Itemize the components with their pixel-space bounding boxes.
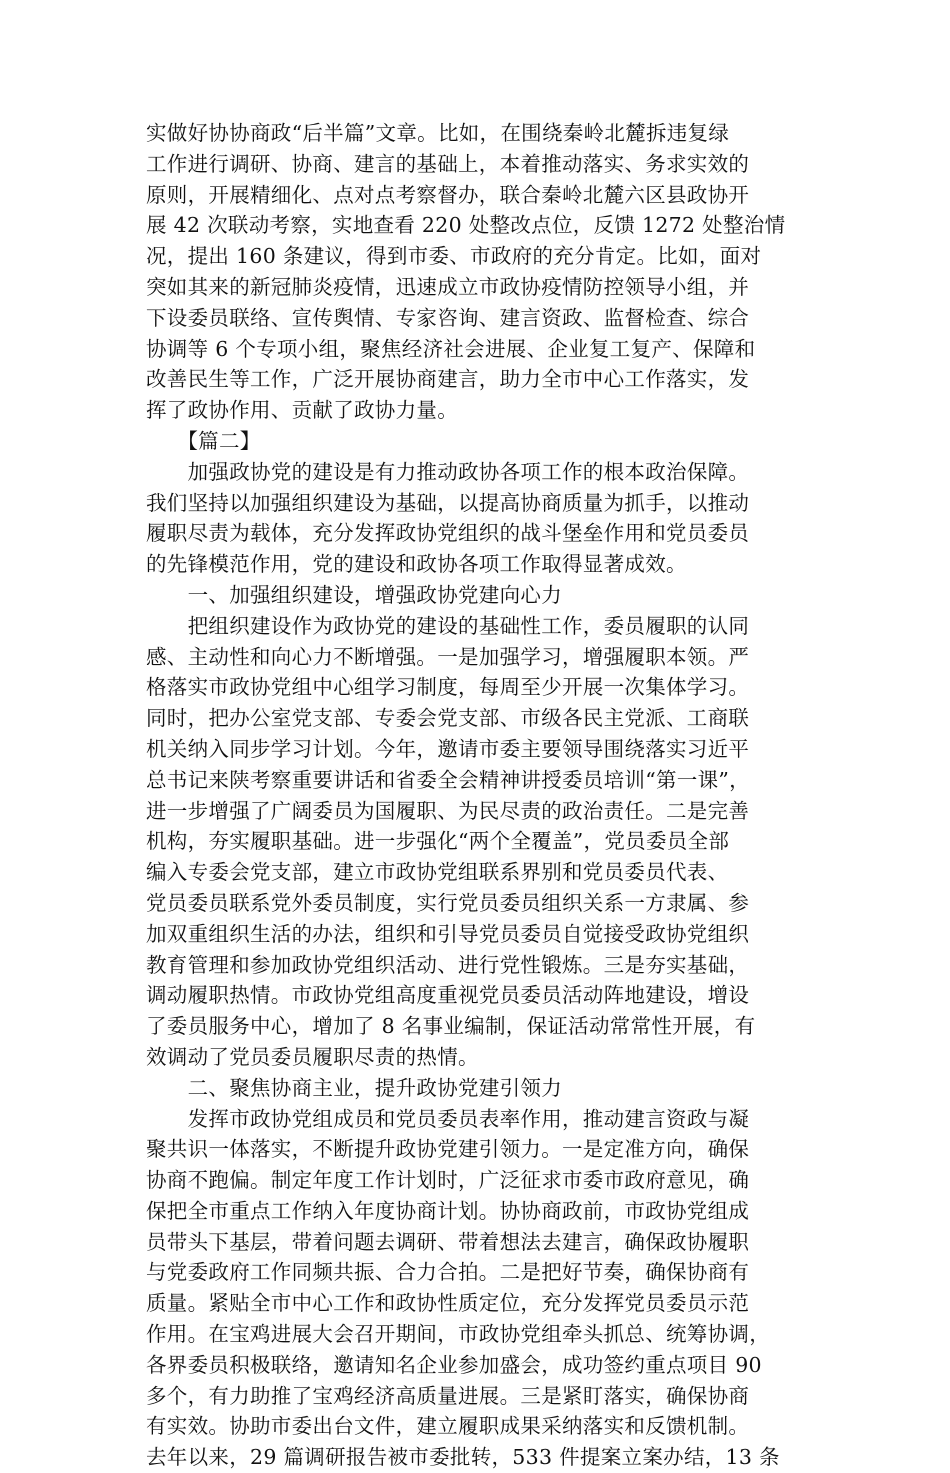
text-line: 党员委员联系党外委员制度，实行党员委员组织关系一方隶属、参 [146, 890, 750, 915]
text-line: 了委员服务中心，增加了 8 名事业编制，保证活动常常性开展，有 [146, 1014, 756, 1039]
subsection-heading: 一、加强组织建设，增强政协党建向心力 [146, 582, 562, 607]
text-line: 调动履职热情。市政协党组高度重视党员委员活动阵地建设，增设 [146, 983, 750, 1008]
text-line: 与党委政府工作同频共振、合力合拍。二是把好节奏，确保协商有 [146, 1260, 750, 1285]
text-line: 进一步增强了广阔委员为国履职、为民尽责的政治责任。二是完善 [146, 798, 750, 823]
text-line: 教育管理和参加政协党组织活动、进行党性锻炼。三是夯实基础， [146, 952, 750, 977]
text-line: 挥了政协作用、贡献了政协力量。 [146, 398, 458, 423]
text-line: 聚共识一体落实，不断提升政协党建引领力。一是定准方向，确保 [146, 1137, 750, 1162]
text-line: 履职尽责为载体，充分发挥政协党组织的战斗堡垒作用和党员委员 [146, 521, 750, 546]
text-line: 把组织建设作为政协党的建设的基础性工作，委员履职的认同 [146, 613, 750, 638]
text-line: 的先锋模范作用，党的建设和政协各项工作取得显著成效。 [146, 552, 687, 577]
text-line: 感、主动性和向心力不断增强。一是加强学习，增强履职本领。严 [146, 644, 750, 669]
text-line: 各界委员积极联络，邀请知名企业参加盛会，成功签约重点项目 90 [146, 1352, 762, 1377]
section-heading: 【篇二】 [146, 428, 261, 453]
text-line: 去年以来，29 篇调研报告被市委批转，533 件提案立案办结，13 条 [146, 1445, 780, 1470]
text-line: 格落实市政协党组中心组学习制度，每周至少开展一次集体学习。 [146, 675, 750, 700]
text-line: 发挥市政协党组成员和党员委员表率作用，推动建言资政与凝 [146, 1106, 750, 1131]
text-line: 编入专委会党支部，建立市政协党组联系界别和党员委员代表、 [146, 860, 729, 885]
text-line: 机构，夯实履职基础。进一步强化“两个全覆盖”，党员委员全部 [146, 829, 730, 854]
text-line: 实做好协协商政“后半篇”文章。比如，在围绕秦岭北麓拆违复绿 [146, 121, 730, 145]
subsection-heading: 二、聚焦协商主业，提升政协党建引领力 [146, 1075, 562, 1100]
text-line: 员带头下基层，带着问题去调研、带着想法去建言，确保政协履职 [146, 1229, 750, 1254]
text-line: 展 42 次联动考察，实地查看 220 处整改点位，反馈 1272 处整治情 [146, 213, 786, 238]
body-text [146, 118, 806, 1473]
text-line: 原则，开展精细化、点对点考察督办，联合秦岭北麓六区县政协开 [146, 182, 750, 207]
text-line: 协商不跑偏。制定年度工作计划时，广泛征求市委市政府意见，确 [146, 1168, 750, 1193]
text-line: 改善民生等工作，广泛开展协商建言，助力全市中心工作落实，发 [146, 367, 750, 392]
text-line: 加双重组织生活的办法，组织和引导党员委员自觉接受政协党组织 [146, 921, 750, 946]
text-line: 同时，把办公室党支部、专委会党支部、市级各民主党派、工商联 [146, 706, 750, 731]
text-line: 加强政协党的建设是有力推动政协各项工作的根本政治保障。 [146, 459, 750, 484]
text-line: 总书记来陕考察重要讲话和省委全会精神讲授委员培训“第一课”， [146, 767, 750, 792]
text-line: 作用。在宝鸡进展大会召开期间，市政协党组牵头抓总、统筹协调， [146, 1322, 770, 1347]
text-line: 突如其来的新冠肺炎疫情，迅速成立市政协疫情防控领导小组，并 [146, 274, 750, 299]
text-line: 有实效。协助市委出台文件，建立履职成果采纳落实和反馈机制。 [146, 1414, 750, 1439]
text-line: 况，提出 160 条建议，得到市委、市政府的充分肯定。比如，面对 [146, 244, 762, 269]
text-line: 我们坚持以加强组织建设为基础，以提高协商质量为抓手，以推动 [146, 490, 750, 515]
text-line: 机关纳入同步学习计划。今年，邀请市委主要领导围绕落实习近平 [146, 736, 750, 761]
text-line: 工作进行调研、协商、建言的基础上，本着推动落实、务求实效的 [146, 151, 750, 176]
text-line: 协调等 6 个专项小组，聚焦经济社会进展、企业复工复产、保障和 [146, 336, 756, 361]
text-line: 保把全市重点工作纳入年度协商计划。协协商政前，市政协党组成 [146, 1198, 750, 1223]
text-line: 多个，有力助推了宝鸡经济高质量进展。三是紧盯落实，确保协商 [146, 1383, 750, 1408]
text-line: 下设委员联络、宣传舆情、专家咨询、建言资政、监督检查、综合 [146, 305, 750, 330]
text-line: 质量。紧贴全市中心工作和政协性质定位，充分发挥党员委员示范 [146, 1291, 750, 1316]
text-line: 效调动了党员委员履职尽责的热情。 [146, 1044, 479, 1069]
